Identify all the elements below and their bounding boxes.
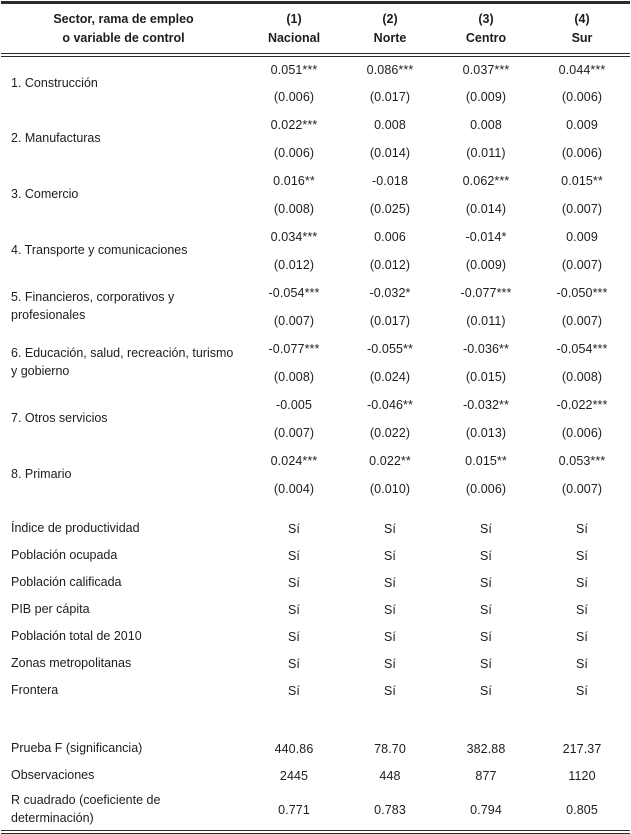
coef-cell: 0.024*** — [270, 453, 318, 468]
se-cell: (0.014) — [465, 201, 507, 216]
coef-cell: 0.015** — [561, 173, 603, 188]
stat-cell: 2445 — [279, 769, 309, 783]
se-cell: (0.014) — [369, 145, 411, 160]
se-cell: (0.006) — [273, 89, 315, 104]
se-cell: (0.006) — [561, 145, 603, 160]
coef-cell: -0.014* — [465, 229, 507, 244]
control-cell: Sí — [383, 522, 396, 536]
coef-cell: -0.032* — [369, 285, 411, 300]
control-cell: Sí — [383, 684, 396, 698]
control-label: Población total de 2010 — [11, 629, 142, 644]
se-cell: (0.008) — [273, 201, 315, 216]
se-cell: (0.012) — [369, 257, 411, 272]
table-row-coef — [1, 391, 630, 419]
stat-cell: 877 — [475, 769, 497, 783]
table-row-coef — [1, 223, 630, 251]
stat-label: Prueba F (significancia) — [11, 741, 143, 756]
control-cell: Sí — [287, 576, 300, 590]
se-cell: (0.007) — [561, 313, 603, 328]
coef-cell: 0.006 — [374, 229, 406, 244]
sector-label: 4. Transporte y comunicaciones — [11, 242, 188, 257]
se-cell: (0.011) — [466, 145, 506, 160]
spacer-row — [1, 705, 630, 736]
stat-cell: 1120 — [568, 769, 596, 783]
table-header — [1, 3, 630, 55]
se-cell: (0.007) — [273, 313, 315, 328]
se-cell: (0.012) — [273, 257, 315, 272]
se-cell: (0.010) — [369, 481, 411, 496]
control-cell: Sí — [287, 603, 300, 617]
regression-results-table — [1, 1, 630, 834]
stat-cell: 217.37 — [562, 742, 602, 756]
control-cell: Sí — [287, 684, 300, 698]
table-row-control — [1, 678, 630, 705]
coef-cell: -0.036** — [463, 341, 509, 356]
coef-cell: 0.022** — [369, 453, 411, 468]
control-cell: Sí — [383, 549, 396, 563]
coef-cell: 0.016** — [273, 173, 315, 188]
table-row-control — [1, 597, 630, 624]
coef-cell: -0.005 — [275, 397, 313, 412]
table-row-stat — [1, 763, 630, 790]
se-cell: (0.006) — [561, 425, 603, 440]
coef-cell: -0.022*** — [556, 397, 608, 412]
se-cell: (0.006) — [465, 481, 507, 496]
table-row-control — [1, 624, 630, 651]
stat-cell: 0.783 — [374, 802, 406, 817]
coef-cell: 0.009 — [566, 117, 598, 132]
se-cell: (0.006) — [273, 145, 315, 160]
control-cell: Sí — [479, 684, 492, 698]
se-cell: (0.009) — [465, 257, 507, 272]
spacer-row — [1, 503, 630, 516]
control-cell: Sí — [575, 657, 588, 671]
control-cell: Sí — [287, 657, 300, 671]
table-row-control — [1, 651, 630, 678]
header-col-name: Nacional — [267, 30, 321, 45]
control-label: Índice de productividad — [11, 521, 140, 536]
control-label: Población ocupada — [11, 548, 118, 563]
header-label-line2: o variable de control — [62, 30, 185, 45]
stat-cell: 0.794 — [470, 802, 502, 817]
se-cell: (0.011) — [466, 313, 506, 328]
control-cell: Sí — [575, 522, 588, 536]
se-cell: (0.015) — [465, 369, 507, 384]
se-cell: (0.009) — [465, 89, 507, 104]
header-col-name: Sur — [571, 30, 593, 45]
control-cell: Sí — [575, 603, 588, 617]
table-row-stat — [1, 790, 630, 832]
sector-label: 1. Construcción — [11, 75, 98, 90]
se-cell: (0.017) — [369, 313, 411, 328]
sector-label: 6. Educación, salud, recreación, turismo y gobierno — [11, 346, 234, 378]
header-col-number: (1) — [286, 12, 302, 26]
sector-label: 7. Otros servicios — [11, 410, 108, 425]
coef-cell: 0.008 — [374, 117, 406, 132]
table-row-coef — [1, 335, 630, 363]
coef-cell: 0.015** — [465, 453, 507, 468]
table-row-coef — [1, 447, 630, 475]
control-label: Frontera — [11, 683, 59, 698]
control-cell: Sí — [479, 549, 492, 563]
se-cell: (0.008) — [561, 369, 603, 384]
table-row-coef — [1, 279, 630, 307]
header-col-number: (3) — [478, 12, 494, 26]
coef-cell: -0.054*** — [268, 285, 320, 300]
control-label: Zonas metropolitanas — [11, 656, 132, 671]
table-row-stat — [1, 736, 630, 763]
coef-cell: -0.077*** — [460, 285, 512, 300]
coef-cell: 0.034*** — [270, 229, 318, 244]
header-label-line1: Sector, rama de empleo — [53, 12, 194, 26]
se-cell: (0.017) — [369, 89, 411, 104]
sector-label: 8. Primario — [11, 466, 72, 481]
coef-cell: 0.051*** — [270, 62, 318, 77]
coef-cell: -0.032** — [463, 397, 509, 412]
control-cell: Sí — [575, 684, 588, 698]
control-cell: Sí — [287, 522, 300, 536]
stat-cell: 448 — [379, 769, 401, 783]
header-col-sur — [534, 3, 630, 55]
sector-label: 3. Comercio — [11, 186, 79, 201]
header-label-column — [1, 3, 246, 55]
se-cell: (0.004) — [273, 481, 315, 496]
se-cell: (0.008) — [273, 369, 315, 384]
coef-cell: -0.018 — [371, 173, 409, 188]
control-cell: Sí — [287, 630, 300, 644]
header-col-nacional — [246, 3, 342, 55]
coef-cell: 0.044*** — [558, 62, 606, 77]
control-cell: Sí — [479, 522, 492, 536]
se-cell: (0.022) — [369, 425, 411, 440]
coef-cell: 0.022*** — [270, 117, 318, 132]
header-row — [1, 3, 630, 55]
se-cell: (0.006) — [561, 89, 603, 104]
stat-cell: 382.88 — [466, 742, 506, 756]
stat-cell: 78.70 — [374, 742, 406, 756]
se-cell: (0.025) — [369, 201, 411, 216]
coef-cell: 0.037*** — [462, 62, 510, 77]
table-body — [1, 55, 630, 832]
coef-cell: 0.009 — [566, 229, 598, 244]
header-col-number: (2) — [382, 12, 398, 26]
coef-cell: 0.086*** — [366, 62, 414, 77]
stat-cell: 0.805 — [566, 802, 598, 817]
header-col-norte — [342, 3, 438, 55]
se-cell: (0.007) — [561, 481, 603, 496]
table-row-control — [1, 543, 630, 570]
se-cell: (0.007) — [561, 257, 603, 272]
control-cell: Sí — [383, 657, 396, 671]
table-row-coef — [1, 167, 630, 195]
control-label: Población calificada — [11, 575, 122, 590]
coef-cell: 0.062*** — [462, 173, 510, 188]
sector-label: 5. Financieros, corporativos y profesionales — [11, 290, 175, 322]
table-row-coef — [1, 55, 630, 83]
header-col-centro — [438, 3, 534, 55]
control-cell: Sí — [479, 603, 492, 617]
control-cell: Sí — [383, 603, 396, 617]
control-cell: Sí — [479, 576, 492, 590]
control-cell: Sí — [287, 549, 300, 563]
stat-cell: 440.86 — [274, 742, 314, 756]
coef-cell: 0.008 — [470, 117, 502, 132]
control-cell: Sí — [479, 657, 492, 671]
header-col-name: Centro — [465, 30, 507, 45]
header-col-name: Norte — [373, 30, 407, 45]
control-cell: Sí — [575, 576, 588, 590]
control-cell: Sí — [479, 630, 492, 644]
sector-label: 2. Manufacturas — [11, 130, 101, 145]
table-row-coef — [1, 111, 630, 139]
coef-cell: -0.077*** — [268, 341, 320, 356]
se-cell: (0.013) — [465, 425, 507, 440]
control-cell: Sí — [383, 576, 396, 590]
stat-label: R cuadrado (coeficiente de determinación) — [11, 793, 161, 825]
header-col-number: (4) — [574, 12, 590, 26]
table-row-control — [1, 570, 630, 597]
coef-cell: -0.054*** — [556, 341, 608, 356]
coef-cell: 0.053*** — [558, 453, 606, 468]
coef-cell: -0.055** — [367, 341, 413, 356]
se-cell: (0.024) — [369, 369, 411, 384]
se-cell: (0.007) — [561, 201, 603, 216]
table-row-control — [1, 516, 630, 543]
coef-cell: -0.050*** — [556, 285, 608, 300]
se-cell: (0.007) — [273, 425, 315, 440]
control-cell: Sí — [575, 630, 588, 644]
stat-cell: 0.771 — [278, 802, 310, 817]
stat-label: Observaciones — [11, 768, 95, 783]
control-cell: Sí — [575, 549, 588, 563]
coef-cell: -0.046** — [367, 397, 413, 412]
control-label: PIB per cápita — [11, 602, 90, 617]
control-cell: Sí — [383, 630, 396, 644]
